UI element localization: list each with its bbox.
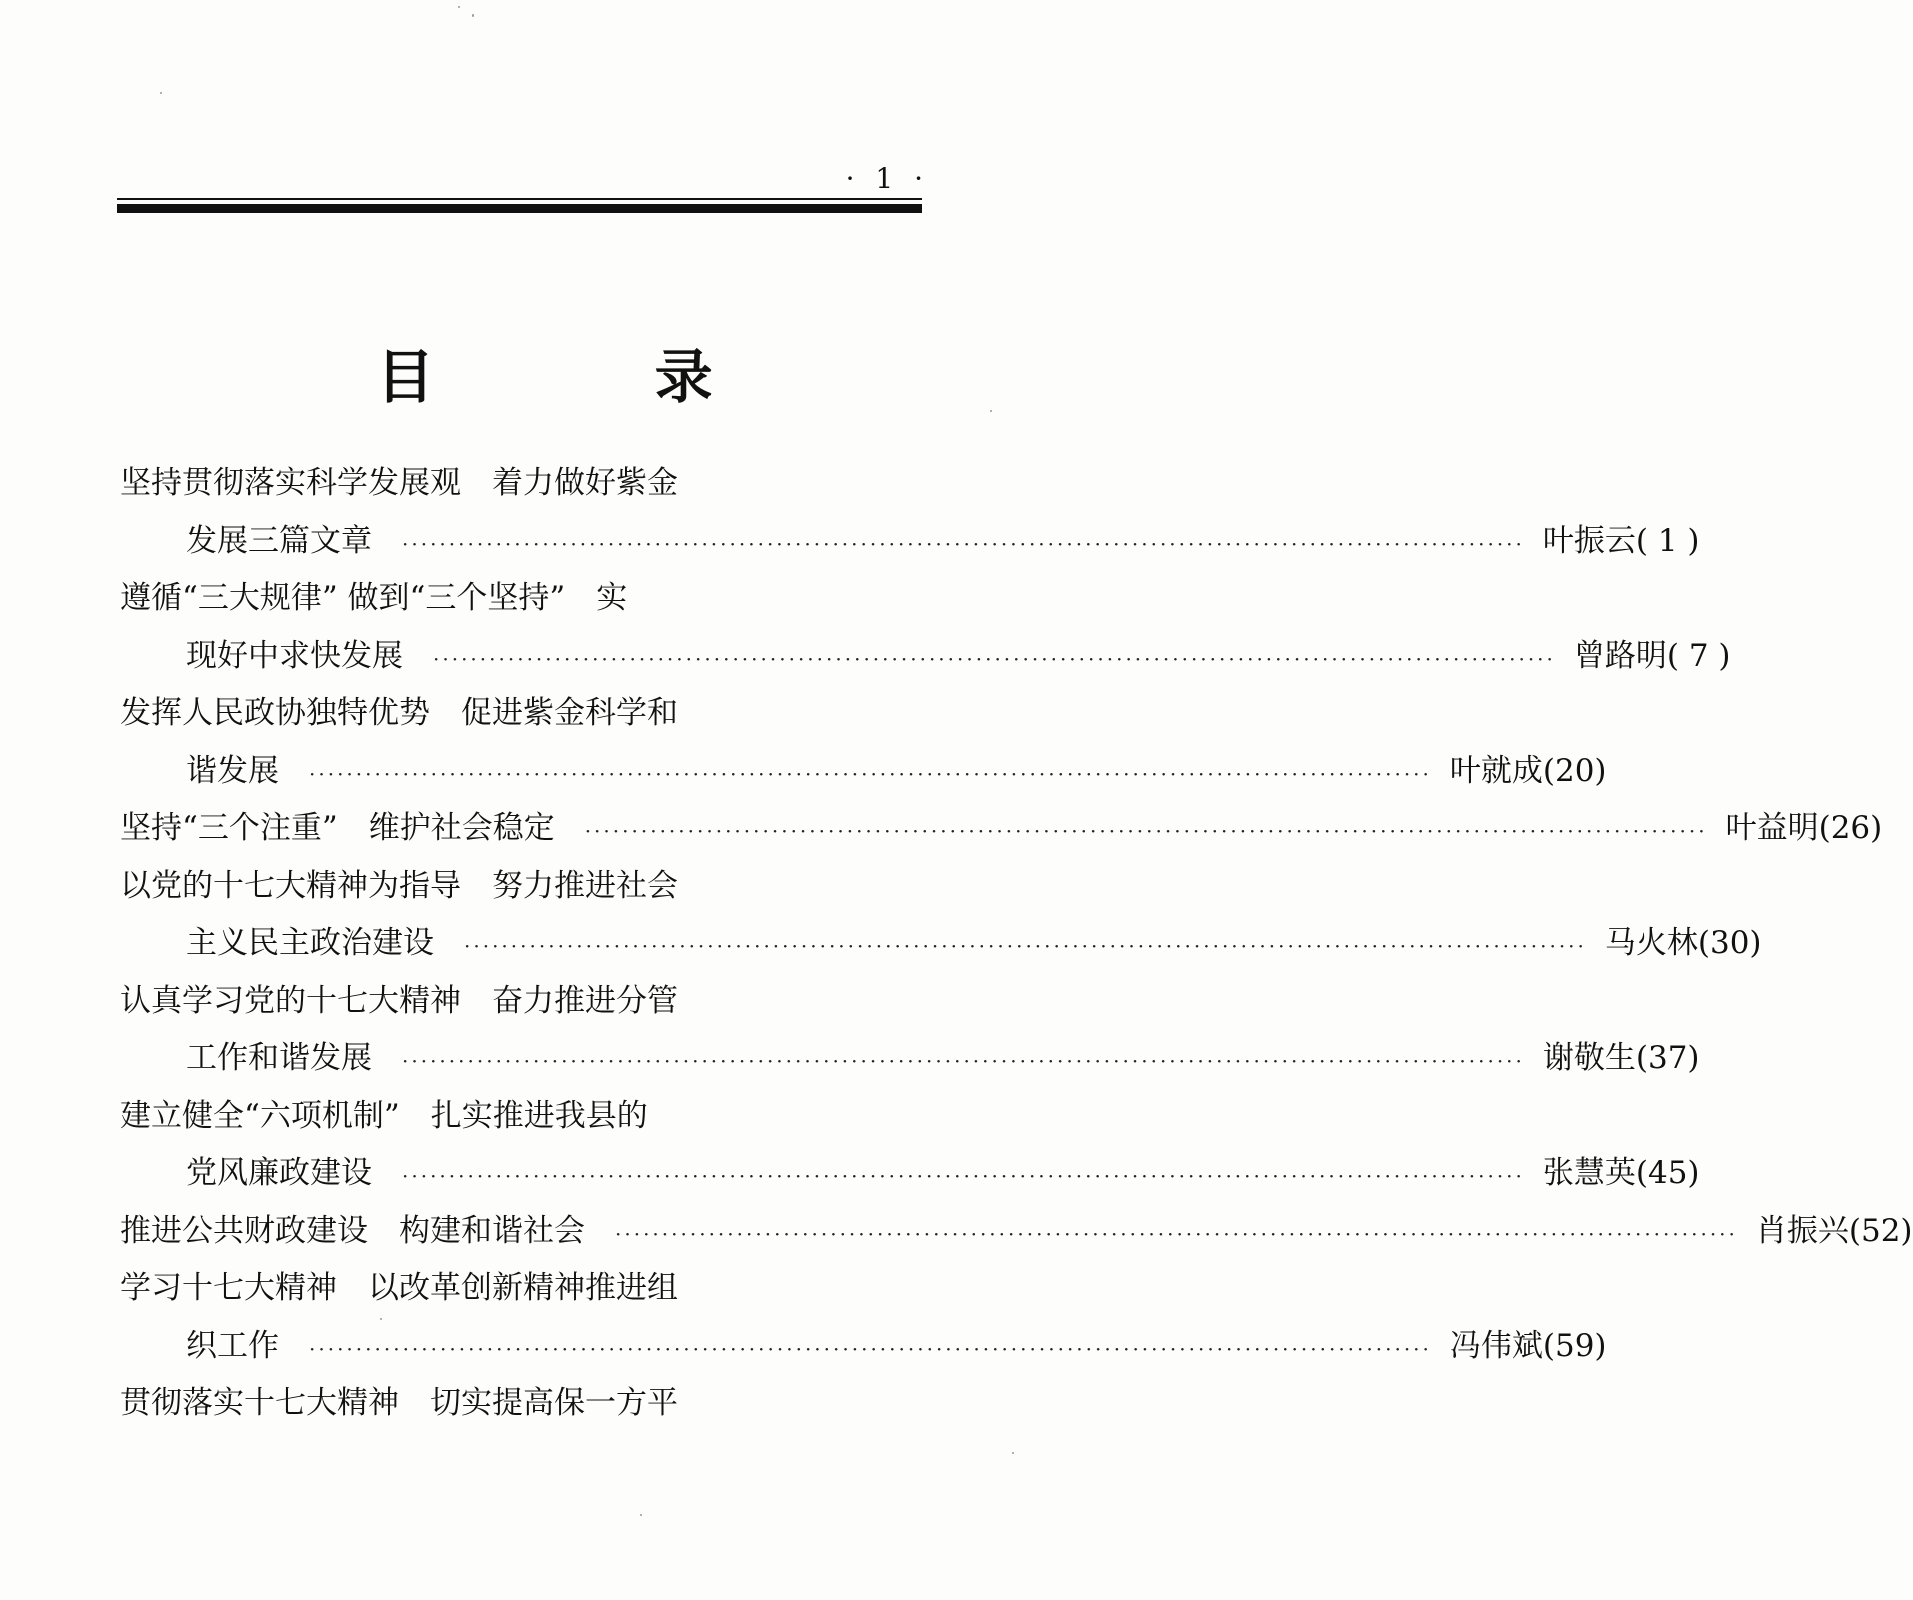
toc-entry-title: 学习十七大精神 以改革创新精神推进组 <box>120 1270 678 1306</box>
toc-entry-title: 贯彻落实十七大精神 切实提高保一方平 <box>120 1385 678 1421</box>
toc-entry-line[interactable] <box>120 455 920 513</box>
toc-entry-line[interactable] <box>120 858 920 916</box>
dot-leader: ························································································································ <box>402 531 1525 556</box>
toc-entry-line[interactable] <box>120 685 920 743</box>
scan-speck <box>640 1514 642 1516</box>
toc-entry-title-cont: 工作和谐发展 <box>186 1040 372 1076</box>
toc-entry-title-cont: 发展三篇文章 <box>186 522 372 559</box>
dot-leader: ························································································································ <box>615 1221 1738 1246</box>
toc-entry-line[interactable] <box>120 570 920 628</box>
dot-leader: ························································································································ <box>309 1336 1432 1361</box>
toc-entry-author-page: 叶振云( 1 ) <box>1542 522 1700 559</box>
toc-entry-title-cont: 主义民主政治建设 <box>186 925 434 961</box>
header-rule-thick <box>117 204 922 213</box>
scan-speck <box>1012 1452 1014 1454</box>
toc-entry-title: 遵循“三大规律” 做到“三个坚持” 实 <box>120 580 628 616</box>
dot-leader: ························································································································ <box>433 646 1556 671</box>
toc-entry-author-page: 谢敬生(37) <box>1542 1040 1700 1076</box>
toc-entry-title: 坚持贯彻落实科学发展观 着力做好紫金 <box>120 465 678 501</box>
dot-leader: ························································································································ <box>402 1049 1525 1073</box>
toc-entry-title: 坚持“三个注重” 维护社会稳定 <box>120 810 555 846</box>
page-number: · 1 · <box>845 162 929 195</box>
toc-entry-line[interactable] <box>120 973 920 1031</box>
toc-entry-title-cont: 现好中求快发展 <box>186 637 403 674</box>
toc-entry-line[interactable] <box>120 1375 920 1433</box>
toc-entry-title: 发挥人民政协独特优势 促进紫金科学和 <box>120 695 678 731</box>
scan-speck <box>160 92 162 94</box>
toc-entry-title-cont: 谐发展 <box>186 752 279 789</box>
toc-entry-title-cont: 织工作 <box>186 1327 279 1364</box>
toc-entry-author-page: 张慧英(45) <box>1542 1155 1700 1191</box>
scan-speck <box>472 14 474 17</box>
toc-entry-line[interactable] <box>120 743 1607 801</box>
toc-entry-line[interactable] <box>120 1088 920 1146</box>
dot-leader: ························································································································ <box>584 819 1708 843</box>
toc-entry-author-page: 叶益明(26) <box>1725 810 1883 846</box>
toc-entry-title: 认真学习党的十七大精神 奋力推进分管 <box>120 982 678 1019</box>
dot-leader: ························································································································ <box>464 934 1587 958</box>
scan-speck <box>458 6 460 8</box>
toc-entry-author-page: 叶就成(20) <box>1449 752 1607 789</box>
toc-entry-title: 以党的十七大精神为指导 努力推进社会 <box>120 867 678 904</box>
toc-entry-line[interactable] <box>120 628 1731 686</box>
toc-entry-title: 推进公共财政建设 构建和谐社会 <box>120 1212 585 1249</box>
toc-entry-line[interactable] <box>120 1145 1700 1203</box>
toc-entry-line[interactable] <box>120 1318 1607 1376</box>
dot-leader: ························································································································ <box>309 761 1432 786</box>
dot-leader: ························································································································ <box>402 1164 1525 1188</box>
toc-entry-author-page: 曾路明( 7 ) <box>1573 637 1731 674</box>
toc-entry-title: 建立健全“六项机制” 扎实推进我县的 <box>120 1097 648 1134</box>
toc-entry-line[interactable] <box>120 513 1700 571</box>
toc-entry-author-page: 肖振兴(52) <box>1755 1212 1913 1249</box>
toc-entry-author-page: 冯伟斌(59) <box>1449 1327 1607 1364</box>
toc-entry-title-cont: 党风廉政建设 <box>186 1155 372 1191</box>
toc-entry-author-page: 马火林(30) <box>1604 925 1762 961</box>
toc-entry-line[interactable] <box>120 1260 920 1318</box>
scan-speck <box>380 1318 382 1320</box>
table-of-contents <box>120 455 1913 1433</box>
toc-entry-line[interactable] <box>120 800 1883 858</box>
toc-entry-line[interactable] <box>120 915 1762 973</box>
header-rule-thin <box>117 198 922 200</box>
scan-speck <box>990 410 992 412</box>
toc-title: 目 录 <box>376 343 813 411</box>
toc-entry-line[interactable] <box>120 1203 1913 1261</box>
toc-entry-line[interactable] <box>120 1030 1700 1088</box>
